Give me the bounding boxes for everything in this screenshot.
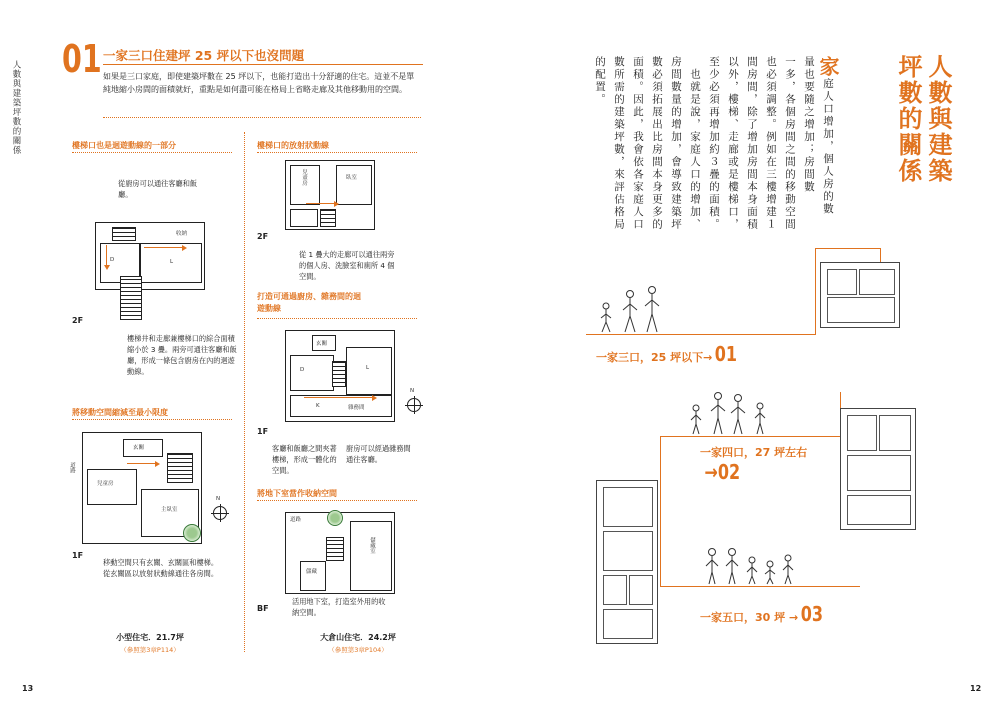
divider xyxy=(257,152,417,153)
body-line: 一多，各個房間之間的移動空間 xyxy=(784,56,796,231)
subhead-basement: 將地下室當作收納空間 xyxy=(257,489,337,498)
body-line: 數必須拓展出比房間本身更多的 xyxy=(651,56,663,231)
room-label-l: L xyxy=(170,259,174,265)
drop-cap: 家 xyxy=(816,56,840,78)
road-label: 道路 xyxy=(69,462,75,473)
page-number-left: 13 xyxy=(22,684,34,693)
divider xyxy=(257,500,417,501)
family-num: 01 xyxy=(715,342,738,366)
side-running-title: 人數與建築坪數的關係 xyxy=(11,60,21,155)
subhead-loop: 打造可通過廚房、雜務間的迴遊動線 xyxy=(257,292,361,313)
room-label-k: K xyxy=(316,403,320,409)
compass-icon xyxy=(213,506,227,520)
note-stair-2: 樓梯井和走廊兼樓梯口的綜合面積縮小於 3 疊。兩旁可通往客廳和飯廳，形成一條包含廚房在內的迴遊動線。 xyxy=(127,334,237,376)
step-line-3 xyxy=(660,586,860,587)
room-label-d-b: D xyxy=(300,367,305,373)
room-label-utility: 雜務間 xyxy=(348,405,365,411)
compass-n-b: N xyxy=(410,388,415,394)
subhead-move: 將移動空間縮減至最小限度 xyxy=(72,408,168,417)
floor-label-2f: 2F xyxy=(72,316,84,325)
room-label-road: 道路 xyxy=(290,517,302,523)
step-line-1b xyxy=(815,248,881,249)
section-title: 一家三口住建坪 25 坪以下也沒問題 xyxy=(103,48,305,63)
note-loop-2: 廚房可以經過雜務間通往客廳。 xyxy=(346,444,411,464)
subhead-radial: 樓梯口的放射狀動線 xyxy=(257,141,329,150)
body-line: 庭人口增加，個人房的數 xyxy=(822,78,834,216)
room-label-bedroom: 臥室 xyxy=(346,175,358,181)
body-line: 以外，樓梯、走廊或是樓梯口， xyxy=(727,56,739,231)
section-number: 01 xyxy=(62,37,102,81)
room-label-l-b: L xyxy=(366,365,370,371)
room-label-storage: 收納 xyxy=(176,231,188,237)
note-basement: 活用地下室，打造室外用的收納空間。 xyxy=(292,597,386,617)
divider xyxy=(103,117,421,118)
step-line-2 xyxy=(660,436,840,437)
page-title xyxy=(893,54,953,254)
family-three-label xyxy=(596,342,740,366)
caption-small-house: 小型住宅．21.7坪 xyxy=(116,633,184,642)
room-label-outdoor-store: 儲藏室 xyxy=(369,537,375,554)
body-line: 的配置。 xyxy=(594,56,606,106)
room-label-entrance-b: 玄關 xyxy=(316,341,328,347)
body-line: 量也要隨之增加；房間數 xyxy=(803,56,815,194)
ref-small-house: （參照第3章P114） xyxy=(120,646,180,654)
body-line: 面積。因此，我會依各家庭人口 xyxy=(632,56,644,231)
note-move: 移動空間只有玄關、玄關區和樓梯。從玄關區以放射狀動線通往各房間。 xyxy=(103,558,219,578)
note-loop-1: 客廳和飯廳之間夾著樓梯，形成一體化的空間。 xyxy=(272,444,337,475)
title-line-1: 人數與建築 xyxy=(924,54,952,184)
divider xyxy=(257,318,417,319)
compass-icon xyxy=(407,398,421,412)
section-intro: 如果是三口家庭，即使建築坪數在 25 坪以下，也能打造出十分舒適的住宅。這並不是單純地縮小房間的面積就好，重點是如何盡可能在格局上省略走廊及其他移動用的空間。 xyxy=(103,72,415,94)
title-line-2: 坪數的關係 xyxy=(894,54,922,184)
floor-plan-okurayama-2f xyxy=(285,160,375,230)
exterior-stair xyxy=(120,276,142,320)
room-label-store: 儲藏 xyxy=(306,569,318,575)
floor-label-1f-b: 1F xyxy=(257,427,269,436)
tree-icon xyxy=(183,524,201,542)
family-label: 一家三口，25 坪以下→ xyxy=(596,351,713,364)
body-line: 房間數量的增加，會導致建築坪 xyxy=(670,56,682,231)
family-five-figures xyxy=(704,546,804,586)
family-label: 一家四口，27 坪左右 xyxy=(700,446,808,459)
family-five-label xyxy=(700,602,826,626)
step-tick xyxy=(880,248,881,262)
body-line: 數所需的建築坪數，來評估格局 xyxy=(613,56,625,231)
body-line: 也就是說，家庭人口的增加、 xyxy=(689,56,701,231)
floor-label-1f: 1F xyxy=(72,551,84,560)
house-sketch-five xyxy=(596,480,658,644)
body-line: 至少必須再增加約３疊的面積。 xyxy=(708,56,720,231)
floor-label-bf: BF xyxy=(257,604,269,613)
floor-label-2f-b: 2F xyxy=(257,232,269,241)
step-riser-2 xyxy=(660,436,661,586)
caption-okurayama: 大倉山住宅．24.2坪 xyxy=(320,633,396,642)
divider xyxy=(72,419,232,420)
step-riser-1 xyxy=(815,248,816,334)
family-three-figures xyxy=(596,284,668,334)
column-divider xyxy=(244,132,245,652)
floor-plan-small-2f xyxy=(95,222,205,290)
room-label-entrance: 玄關 xyxy=(133,445,145,451)
house-sketch-four xyxy=(840,408,916,530)
family-num: 03 xyxy=(800,602,824,626)
floor-plan-okurayama-1f xyxy=(285,330,395,422)
room-label-children: 兒童房 xyxy=(97,481,114,487)
family-four-figures xyxy=(688,390,778,436)
body-line: 也必須調整。例如在三樓增建１ xyxy=(765,56,777,231)
room-label-d: D xyxy=(110,257,115,263)
family-four-label xyxy=(700,444,840,484)
body-line: 間房間，除了增加房間本身面積 xyxy=(746,56,758,231)
tree-icon xyxy=(327,510,343,526)
family-label: 一家五口，30 坪 → xyxy=(700,611,799,624)
room-label-kids: 兒童房 xyxy=(301,169,307,186)
room-label-master: 主臥室 xyxy=(161,507,178,513)
body-text xyxy=(590,56,840,316)
compass-n: N xyxy=(216,496,221,502)
note-radial: 從 1 疊大的走廊可以通往兩旁的個人房、洗臉室和廁所 4 個空間。 xyxy=(299,250,395,281)
section-title-underline xyxy=(103,64,423,65)
note-stair-1: 從廚房可以通往客廳和飯廳。 xyxy=(118,179,198,199)
floor-plan-okurayama-bf xyxy=(285,512,395,594)
subhead-stair: 樓梯口也是迴遊動線的一部分 xyxy=(72,141,176,150)
page-number-right: 12 xyxy=(970,684,982,693)
ref-okurayama: （參照第3章P104） xyxy=(328,646,388,654)
house-sketch-three xyxy=(820,262,900,328)
divider xyxy=(72,152,232,153)
step-line-1 xyxy=(586,334,816,335)
family-num: →02 xyxy=(704,460,741,484)
